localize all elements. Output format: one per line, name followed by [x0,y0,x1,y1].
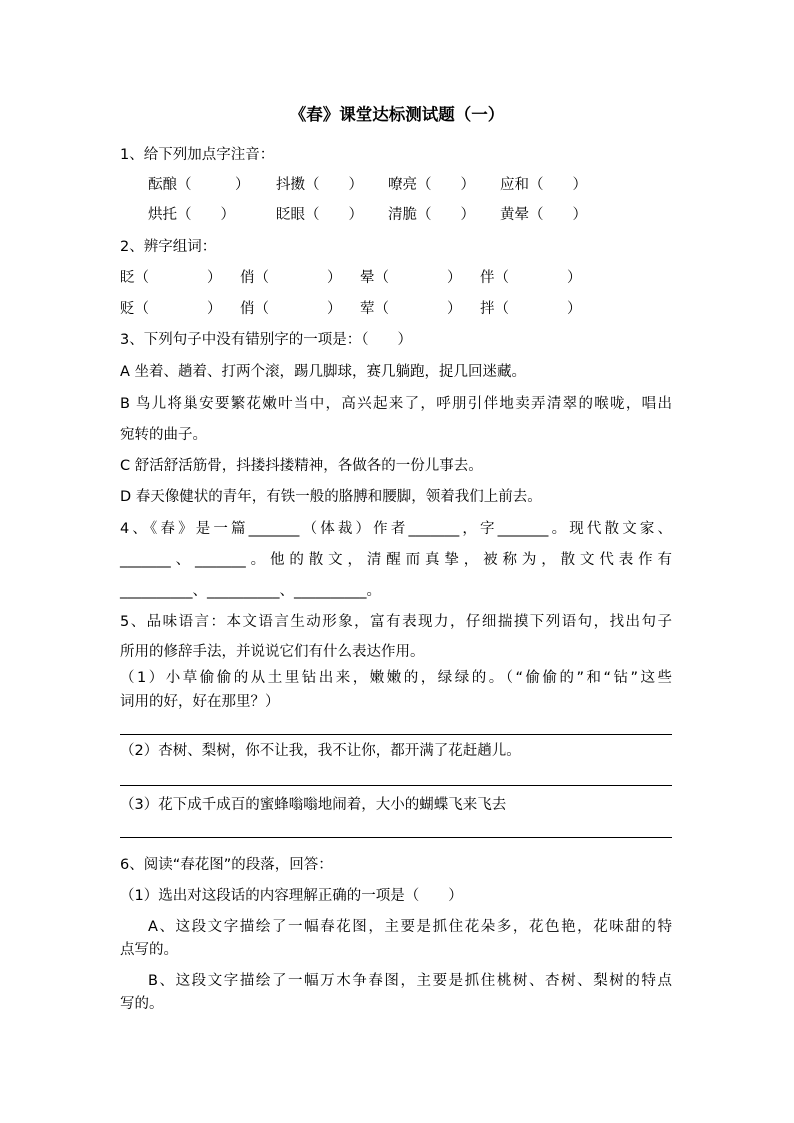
q1-item: 抖擞（ ） [276,177,363,193]
q6-option-b-cont: 写的。 [120,996,164,1012]
q6-option-a-cont: 点写的。 [120,942,178,958]
q5-intro-2: 所用的修辞手法，并说说它们有什么表达作用。 [120,644,425,660]
page-title: 《春》课堂达标测试题（一） [289,105,505,124]
q1-item: 应和（ ） [500,177,587,193]
q3-option-a: A 坐着、趟着、打两个滚，踢几脚球，赛几躺跑，捉几回迷藏。 [120,364,527,380]
q3-option-c: C 舒活舒活筋骨，抖搂抖搂精神，各做各的一份儿事去。 [120,458,483,474]
q2-prompt: 2、辨字组词： [120,239,217,255]
q2-item: 拌（ ） [480,301,582,317]
q4-line-1: 4、《春》是一篇_______（体裁）作者_______，字_______。现代散文家、 [120,521,672,537]
answer-line[interactable] [120,785,672,786]
q3-option-b: B 鸟儿将巢安要繁花嫩叶当中，高兴起来了，呼朋引伴地卖弄清翠的喉咙，唱出 [120,396,672,412]
q3-option-d: D 春天像健状的青年，有铁一般的胳膊和腰脚，领着我们上前去。 [120,489,542,505]
q2-item: 俏（ ） [240,301,342,317]
q5-sentence-1-cont: 词用的好，好在那里？） [120,694,280,710]
q1-item: 嘹亮（ ） [388,177,475,193]
q1-prompt: 1、给下列加点字注音： [120,147,275,163]
q5-sentence-3: （3）花下成千成百的蜜蜂嗡嗡地闹着，大小的蝴蝶飞来飞去 [120,797,507,813]
q1-item: 黄晕（ ） [500,207,587,223]
q2-item: 荤（ ） [360,301,462,317]
q2-item: 俏（ ） [240,270,342,286]
q2-item: 伴（ ） [480,270,582,286]
q6-sub-question-1: （1）选出对这段话的内容理解正确的一项是（ ） [120,888,463,904]
q1-item: 清脆（ ） [388,207,475,223]
q4-line-3: __________、__________、__________。 [120,583,381,599]
answer-line[interactable] [120,734,672,735]
q3-prompt: 3、下列句子中没有错别字的一项是：（ ） [120,332,412,348]
q2-item: 眨（ ） [120,270,222,286]
answer-line[interactable] [120,837,672,838]
q1-item: 酝酿（ ） [148,177,250,193]
q6-option-a: A、这段文字描绘了一幅春花图，主要是抓住花朵多，花色艳，花味甜的特 [148,919,672,935]
q1-item: 烘托（ ） [148,207,235,223]
q6-prompt: 6、阅读“春花图”的段落，回答： [120,857,333,873]
q4-line-2: _______、_______。他的散文，清醒而真挚，被称为，散文代表作有 [120,552,672,568]
q2-item: 贬（ ） [120,301,222,317]
q3-option-b-cont: 宛转的曲子。 [120,427,207,443]
q1-item: 眨眼（ ） [276,207,363,223]
q5-intro-1: 5、品味语言：本文语言生动形象，富有表现力，仔细揣摸下列语句，找出句子 [120,614,672,630]
q2-item: 晕（ ） [360,270,462,286]
q5-sentence-2: （2）杏树、梨树，你不让我，我不让你，都开满了花赶趟儿。 [120,743,521,759]
q6-option-b: B、这段文字描绘了一幅万木争春图，主要是抓住桃树、杏树、梨树的特点 [148,973,672,989]
q5-sentence-1: （1）小草偷偷的从土里钻出来，嫩嫩的，绿绿的。（“偷偷的”和“钻”这些 [120,670,672,686]
